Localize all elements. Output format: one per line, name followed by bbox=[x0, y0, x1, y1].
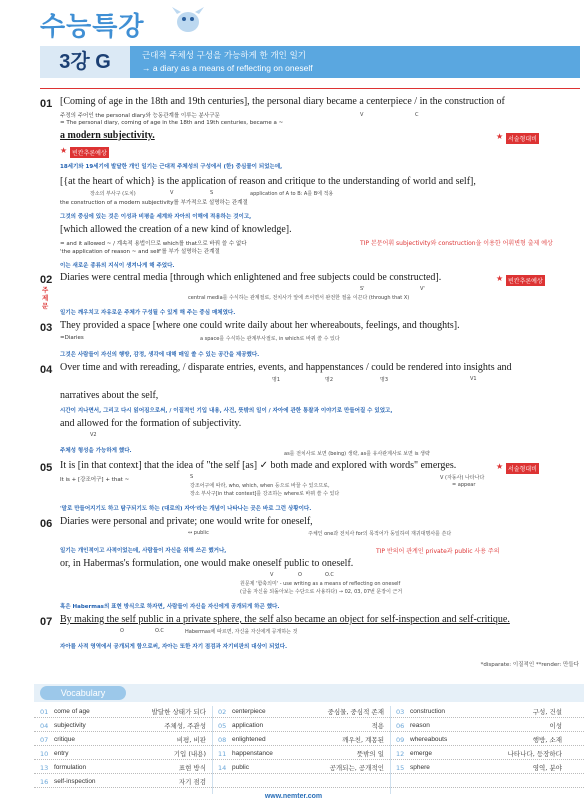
divider bbox=[40, 88, 580, 89]
vocab-meaning: 뜻밖의 일 bbox=[356, 750, 384, 758]
tag-badge: 빈칸추론예상 bbox=[506, 275, 545, 286]
sentence-number: 07 bbox=[40, 616, 53, 628]
gloss: a space를 수식하는 관계부사절로, in which로 바꿔 쓸 수 있다 bbox=[200, 336, 340, 342]
mark-c: C bbox=[415, 112, 419, 118]
gloss: the construction of a modern subjectivity를 부가적으로 설명하는 관계절 bbox=[60, 200, 248, 206]
vocab-number: 03 bbox=[396, 708, 405, 716]
vocab-word: entry bbox=[54, 750, 69, 757]
vocab-meaning: 공개되는, 공개적인 bbox=[329, 764, 384, 772]
vocab-meaning: 주체성, 주관성 bbox=[164, 722, 206, 730]
gloss: = appear bbox=[452, 482, 476, 488]
sentence-text: They provided a space [where one could write daily about her whereabouts, feelings, and thoughts]. bbox=[60, 320, 460, 331]
vocab-number: 07 bbox=[40, 736, 49, 744]
tag-badge: 서술형대비 bbox=[506, 463, 539, 474]
vocab-number: 06 bbox=[396, 722, 405, 730]
gloss: (글을 자신을 되돌아보는 수단으로 사용하다) → 02, 03, 07번 문장이 근거 bbox=[240, 589, 403, 595]
vocab-word: construction bbox=[410, 708, 446, 715]
sentence-text: Diaries were personal and private; one would write for oneself, bbox=[60, 516, 313, 527]
vocab-word: centerpiece bbox=[232, 708, 266, 715]
gloss: = and it allowed ~ / 계속적 용법이므로 which를 that으로 바꿔 쓸 수 없다 bbox=[60, 241, 247, 247]
mark-o: O bbox=[298, 572, 302, 578]
star-icon: ★ bbox=[60, 146, 68, 155]
vocab-meaning: 비평, 비판 bbox=[176, 736, 206, 744]
vocab-meaning: 자기 점검 bbox=[178, 778, 206, 786]
vocab-meaning: 깨우친, 계몽된 bbox=[342, 736, 384, 744]
vocab-number: 10 bbox=[40, 750, 49, 758]
gloss: 주체인 one과 전치사 for의 목적어가 동일하여 재귀대명사를 쓴다 bbox=[308, 531, 452, 537]
vocab-number: 01 bbox=[40, 708, 49, 716]
tip-note: TIP 반의어 관계인 private과 public 사용 주의 bbox=[376, 548, 500, 555]
tag-badge: 빈칸추론예상 bbox=[70, 147, 109, 158]
vocab-meaning: 기입 (내용) bbox=[173, 750, 206, 758]
gloss: as를 전치사로 보면 (being) 생략, as를 유사관계사로 보면 is 생략 bbox=[284, 451, 430, 457]
gloss: 'the application of reason ~ and self'를 부가 설명하는 관계절 bbox=[60, 249, 220, 255]
translation: 주체성 형성을 가능하게 했다. bbox=[60, 448, 132, 454]
vocabulary-header bbox=[34, 684, 584, 702]
sentence-text-2: or, in Habermas's formulation, one would make oneself public to oneself. bbox=[60, 558, 354, 569]
star-icon: ★ bbox=[496, 274, 504, 283]
translation: 18세기와 19세기에 발달한 개인 일기는 근대적 주체성의 구성에서 (한) 중심물이 되었는데, bbox=[60, 164, 283, 170]
mark-v: V2 bbox=[90, 432, 97, 438]
vocab-number: 11 bbox=[218, 750, 227, 758]
mark-oc: O.C bbox=[325, 572, 334, 578]
vocab-word: reason bbox=[410, 722, 430, 729]
translation: '말로 만들어지기도 하고 탐구되기도 하는 (대로의) 자아'라는 개념이 나타나는 곳은 바로 그런 상황이다. bbox=[60, 506, 312, 512]
brand-title: 수능특강 bbox=[40, 12, 145, 42]
mark: 명3 bbox=[380, 377, 389, 383]
vocab-number: 08 bbox=[218, 736, 227, 744]
footnote: *disparate: 이질적인 **render: 만들다 bbox=[480, 662, 579, 668]
sentence-number: 01 bbox=[40, 98, 53, 110]
translation: 일기는 깨우치고 자유로운 주체가 구성될 수 있게 해 주는 중심 매체였다. bbox=[60, 310, 236, 316]
vocab-word: sphere bbox=[410, 764, 430, 771]
vocab-meaning: 적용 bbox=[371, 722, 384, 730]
mark: 명1 bbox=[272, 377, 281, 383]
vocab-row bbox=[34, 734, 584, 746]
gloss: 장소의 부사구 (도치) bbox=[90, 191, 136, 197]
mascot-icon bbox=[168, 4, 208, 36]
sentence-number: 04 bbox=[40, 364, 53, 376]
vocab-number: 16 bbox=[40, 778, 49, 786]
sentence-number: 02 bbox=[40, 274, 53, 286]
gloss: It is + [강조어구] + that ~ bbox=[60, 477, 130, 483]
sentence-number: 03 bbox=[40, 322, 53, 334]
gloss: 원문제 '함축의미' - use writing as a means of reflecting on oneself bbox=[240, 581, 401, 587]
translation: 혹은 Habermas의 표현 방식으로 하자면, 사람들이 자신을 자신에게 공개되게 하곤 했다. bbox=[60, 604, 280, 610]
sentence-text-3: and allowed for the formation of subjectivity. bbox=[60, 418, 242, 429]
gloss: 장소 부사구[in that context]를 강조하는 where로 바꿔 쓸 수 있다 bbox=[190, 491, 340, 497]
mark-o: O bbox=[120, 628, 124, 634]
gloss: 주정의 주어인 the personal diary와 능동관계를 이루는 분사구문 bbox=[60, 113, 220, 119]
vocab-number: 02 bbox=[218, 708, 227, 716]
mark-v: V1 bbox=[470, 376, 477, 382]
sentence-number: 06 bbox=[40, 518, 53, 530]
tag-badge: 서술형대비 bbox=[506, 133, 539, 144]
sentence-text-2: a modern subjectivity. bbox=[60, 130, 155, 141]
mark-v: V bbox=[170, 190, 174, 196]
vocab-word: public bbox=[232, 764, 249, 771]
vocab-row bbox=[34, 776, 584, 788]
vocab-word: formulation bbox=[54, 764, 87, 771]
vocab-number: 13 bbox=[40, 764, 49, 772]
vocab-word: come of age bbox=[54, 708, 90, 715]
mark-s: S' bbox=[360, 286, 365, 292]
vocab-word: enlightened bbox=[232, 736, 266, 743]
mark-s: S bbox=[190, 474, 194, 480]
vocab-number: 04 bbox=[40, 722, 49, 730]
gloss: 강조어구에 따라, who, which, when 등으로 바꿀 수 있으므로, bbox=[190, 483, 330, 489]
mark-v: V (자동사) 나타나다 bbox=[440, 475, 485, 481]
vocab-word: self-inspection bbox=[54, 778, 96, 785]
gloss: ↔ public bbox=[188, 530, 209, 536]
lesson-header bbox=[40, 46, 580, 78]
sentence-text: [Coming of age in the 18th and 19th centuries], the personal diary became a centerpiece / in the construction of bbox=[60, 96, 505, 107]
sentence-text: It is [in that context] that the idea of "the self [as] ✓ both made and explored with words" emerges. bbox=[60, 460, 457, 471]
vocab-meaning: 나타나다, 등장하다 bbox=[507, 750, 562, 758]
lesson-title-en: → a diary as a means of reflecting on oneself bbox=[142, 63, 313, 73]
vocab-number: 09 bbox=[396, 736, 405, 744]
gloss: application of A to B: A를 B에 적용 bbox=[250, 191, 334, 197]
vocab-number: 05 bbox=[218, 722, 227, 730]
vocab-meaning: 이성 bbox=[549, 722, 562, 730]
lesson-title-ko: 근대적 주체성 구성을 가능하게 한 개인 일기 bbox=[142, 51, 307, 61]
vocab-number: 15 bbox=[396, 764, 405, 772]
mark-v: V' bbox=[420, 286, 425, 292]
sentence-number: 05 bbox=[40, 462, 53, 474]
sentence-text: By making the self public in a private sphere, the self also became an object for self-inspection and self-critique. bbox=[60, 614, 510, 625]
vocab-row bbox=[34, 762, 584, 774]
vocab-row bbox=[34, 748, 584, 760]
vocab-row bbox=[34, 720, 584, 732]
mark-s: S bbox=[210, 190, 214, 196]
vocabulary-title: Vocabulary bbox=[40, 686, 126, 700]
gloss: Habermas에 따르면, 자신을 자신에게 공개하는 것 bbox=[185, 629, 298, 635]
star-icon: ★ bbox=[496, 132, 504, 141]
vocab-meaning: 영역, 분야 bbox=[532, 764, 562, 772]
vocab-meaning: 중심물, 중심적 존재 bbox=[327, 708, 384, 716]
vocab-number: 14 bbox=[218, 764, 227, 772]
vocab-meaning: 행방, 소재 bbox=[532, 736, 562, 744]
mark-v: V bbox=[360, 112, 364, 118]
sentence-text: [which allowed the creation of a new kind of knowledge]. bbox=[60, 224, 292, 235]
translation: 자아를 사적 영역에서 공개되게 함으로써, 자아는 또한 자기 점검과 자기비판의 대상이 되었다. bbox=[60, 644, 288, 650]
gloss-en: = The personal diary, coming of age in the 18th and 19th centuries, became a ~ bbox=[60, 120, 284, 126]
translation: 시간이 지나면서, 그리고 다시 읽어짐으로써, / 이질적인 기입 내용, 사건, 뜻밖의 일이 / 자아에 관한 통찰과 이야기로 만들어질 수 있었고, bbox=[60, 408, 393, 414]
vocab-meaning: 구성, 건설 bbox=[532, 708, 562, 716]
translation: 그것은 사람들이 자신의 행방, 감정, 생각에 대해 매일 쓸 수 있는 공간을 제공했다. bbox=[60, 352, 260, 358]
star-icon: ★ bbox=[496, 462, 504, 471]
vocab-word: whereabouts bbox=[410, 736, 448, 743]
vocab-meaning: 표현 방식 bbox=[178, 764, 206, 772]
mark: 명2 bbox=[325, 377, 334, 383]
topic-sentence-mark: 주 제 문 bbox=[42, 286, 49, 310]
tip-note: TIP 본문어휘 subjectivity와 construction을 이용한 어휘변형 출제 예상 bbox=[360, 240, 553, 247]
vocabulary-box bbox=[34, 684, 584, 792]
mark-v: V bbox=[270, 572, 274, 578]
vocab-word: subjectivity bbox=[54, 722, 86, 729]
vocab-word: critique bbox=[54, 736, 75, 743]
vocab-word: emerge bbox=[410, 750, 433, 757]
sentence-text: [{at the heart of which} is the application of reason and critique to the understanding of world and self], bbox=[60, 176, 476, 187]
sentence-text: Diaries were central media [through which enlightened and free subjects could be constructed]. bbox=[60, 272, 442, 283]
vocab-word: application bbox=[232, 722, 264, 729]
mark-oc: O.C bbox=[155, 628, 164, 634]
site-url: www.nemter.com bbox=[264, 793, 323, 800]
translation: 이는 새로운 종류의 지식이 생겨나게 해 주었다. bbox=[60, 263, 175, 269]
gloss: =Diaries bbox=[60, 335, 84, 341]
translation: 그것의 중심에 있는 것은 이성과 비평을 세계와 자아의 이해에 적용하는 것이고, bbox=[60, 214, 252, 220]
vocab-meaning: 발달한 상태가 되다 bbox=[151, 708, 206, 716]
vocab-number: 12 bbox=[396, 750, 405, 758]
gloss: central media를 수식하는 관계절로, 전치사가 앞에 쓰이면서 완전한 절을 이끈다 (through that X) bbox=[188, 295, 410, 301]
lesson-number: 3강 G bbox=[40, 46, 130, 78]
translation: 일기는 개인적이고 사적이었는데, 사람들이 자신을 위해 쓰곤 했거나, bbox=[60, 548, 227, 554]
sentence-text-2: narratives about the self, bbox=[60, 390, 159, 401]
sentence-text: Over time and with rereading, / disparate entries, events, and happenstances / could be rendered into insights and bbox=[60, 362, 512, 373]
vocab-row bbox=[34, 706, 584, 718]
vocab-word: happenstance bbox=[232, 750, 273, 757]
